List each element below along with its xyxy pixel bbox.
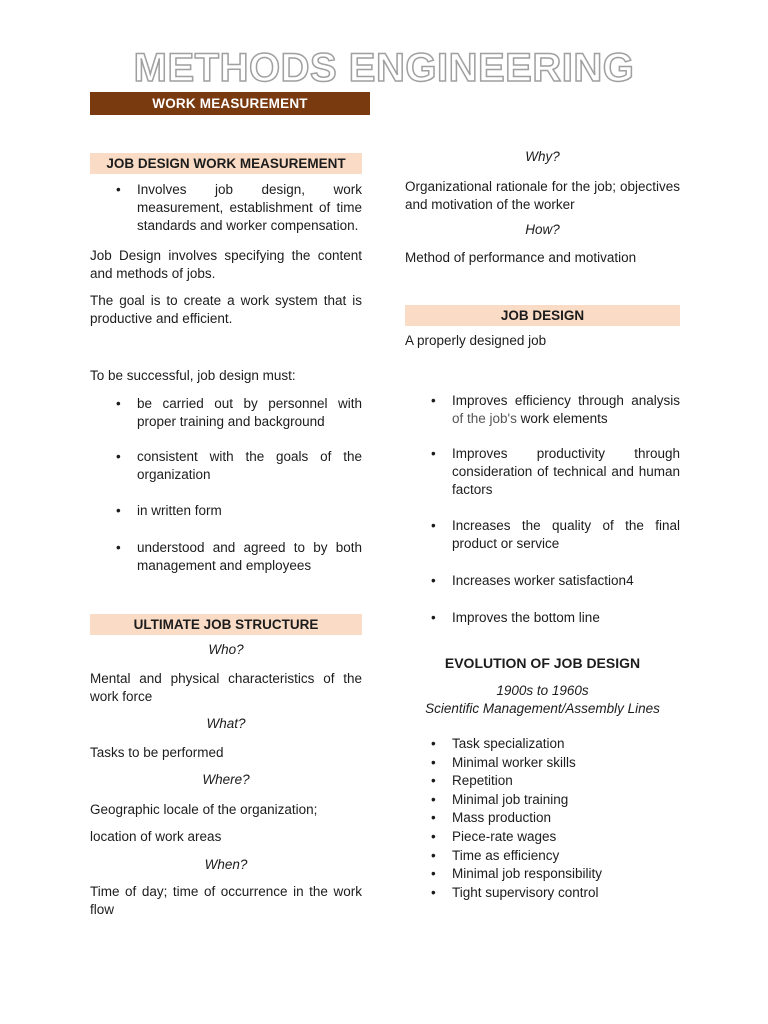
answer-how: Method of performance and motivation xyxy=(405,250,637,265)
paragraph-successful-intro: To be successful, job design must: xyxy=(90,368,296,383)
answer-what: Tasks to be performed xyxy=(90,745,224,760)
list-item xyxy=(405,392,680,428)
list-item: • Minimal job training xyxy=(405,791,680,810)
list-item: • Mass production xyxy=(405,809,680,828)
job-design-benefits-list xyxy=(405,392,680,627)
evolution-items-list xyxy=(405,735,680,902)
list-item: • Task specialization xyxy=(405,735,680,754)
success-requirements-list xyxy=(90,395,362,575)
intro-bullet-list xyxy=(90,181,362,235)
benefit-text: Improves efficiency through analysis xyxy=(452,393,680,408)
benefit-text-muted: of the job's xyxy=(452,411,521,426)
question-how: How? xyxy=(525,222,560,237)
evolution-era xyxy=(405,682,680,718)
question-when: When? xyxy=(204,857,248,872)
document-title: METHODS ENGINEERING xyxy=(133,46,635,90)
list-item: • Time as efficiency xyxy=(405,847,680,866)
question-where: Where? xyxy=(202,772,250,787)
list-item: • in written form xyxy=(90,502,362,520)
list-item: • Improves productivity through consideration of technical and human factors xyxy=(405,445,680,499)
answer-when: Time of day; time of occurrence in the work flow xyxy=(90,884,362,917)
paragraph-goal: The goal is to create a work system that is productive and efficient. xyxy=(90,293,362,326)
evolution-section-title: EVOLUTION OF JOB DESIGN xyxy=(444,655,641,671)
era-line1: 1900s to 1960s xyxy=(496,683,589,698)
answer-who: Mental and physical characteristics of the work force xyxy=(90,671,362,704)
list-item: • Minimal worker skills xyxy=(405,754,680,773)
question-who: Who? xyxy=(208,642,244,657)
list-item: • Piece-rate wages xyxy=(405,828,680,847)
section-header-ultimate-job-structure: ULTIMATE JOB STRUCTURE xyxy=(90,614,362,635)
list-item: • Minimal job responsibility xyxy=(405,865,680,884)
benefit-text: work elements xyxy=(520,411,608,426)
list-item: • be carried out by personnel with proper training and background xyxy=(90,395,362,431)
right-column xyxy=(405,140,680,902)
era-line2: Scientific Management/Assembly Lines xyxy=(425,701,660,716)
work-measurement-banner: WORK MEASUREMENT xyxy=(90,92,370,115)
list-item: • understood and agreed to by both management and employees xyxy=(90,539,362,575)
list-item: • Improves the bottom line xyxy=(405,609,680,627)
list-item: • Increases the quality of the final product or service xyxy=(405,517,680,553)
answer-why: Organizational rationale for the job; objectives and motivation of the worker xyxy=(405,179,680,212)
section-header-job-design: JOB DESIGN xyxy=(405,305,680,326)
list-item: • Repetition xyxy=(405,772,680,791)
paragraph-job-design-content: Job Design involves specifying the content and methods of jobs. xyxy=(90,248,362,281)
list-item: • Tight supervisory control xyxy=(405,884,680,903)
left-column xyxy=(90,153,362,919)
job-design-intro: A properly designed job xyxy=(405,333,547,348)
list-item: • consistent with the goals of the organization xyxy=(90,448,362,484)
list-item: • Involves job design, work measurement, establishment of time standards and worker compensation. xyxy=(90,181,362,235)
answer-where-line1: Geographic locale of the organization; xyxy=(90,802,318,817)
question-what: What? xyxy=(206,716,246,731)
question-why: Why? xyxy=(525,149,560,164)
answer-where-line2: location of work areas xyxy=(90,829,222,844)
section-header-job-design-work-measurement: JOB DESIGN WORK MEASUREMENT xyxy=(90,153,362,174)
list-item: • Increases worker satisfaction4 xyxy=(405,572,680,590)
